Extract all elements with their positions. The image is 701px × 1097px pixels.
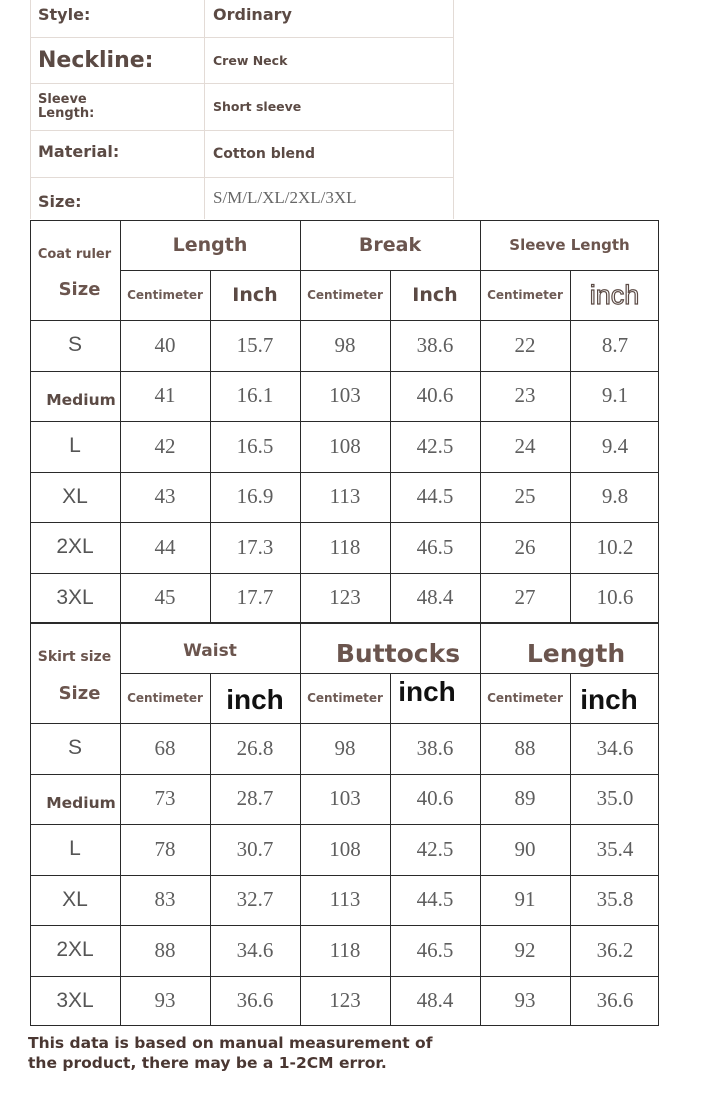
size-label: 3XL — [56, 988, 94, 1012]
group-header-waist: Waist — [183, 641, 237, 661]
measurement-cell: 23 — [514, 383, 536, 408]
measurement-cell: 43 — [154, 484, 176, 509]
measurement-cell: 17.3 — [236, 534, 274, 559]
unit-centimeter: Centimeter — [487, 691, 563, 705]
unit-centimeter: Centimeter — [127, 691, 203, 705]
grid-line-horizontal — [30, 623, 659, 624]
measurement-cell: 44 — [154, 534, 176, 559]
measurement-cell: 93 — [154, 988, 176, 1013]
unit-centimeter: Centimeter — [307, 691, 383, 705]
measurement-cell: 68 — [154, 735, 176, 760]
measurement-cell: 118 — [329, 937, 361, 962]
measurement-cell: 123 — [329, 585, 361, 610]
size-label: Medium — [46, 390, 116, 409]
measurement-cell: 89 — [514, 786, 536, 811]
measurement-cell: 32.7 — [236, 887, 274, 912]
measurement-cell: 10.2 — [596, 534, 634, 559]
corner-size-label: Size — [58, 682, 101, 704]
measurement-cell: 34.6 — [236, 937, 274, 962]
unit-centimeter: Centimeter — [127, 288, 203, 302]
size-label: 2XL — [56, 535, 94, 559]
measurement-cell: 103 — [329, 786, 361, 811]
attr-row-style — [30, 0, 454, 38]
measurement-cell: 118 — [329, 534, 361, 559]
measurement-cell: 42.5 — [416, 836, 454, 861]
measurement-cell: 46.5 — [416, 937, 454, 962]
measurement-cell: 22 — [514, 332, 536, 357]
measurement-cell: 26 — [514, 534, 536, 559]
attr-row-size — [30, 178, 454, 222]
measurement-cell: 8.7 — [601, 332, 629, 357]
measurement-cell: 35.4 — [596, 836, 634, 861]
measurement-cell: 88 — [154, 937, 176, 962]
measurement-cell: 98 — [334, 735, 356, 760]
measurement-cell: 78 — [154, 836, 176, 861]
measurement-cell: 36.6 — [236, 988, 274, 1013]
group-header-length: Length — [526, 638, 626, 668]
measurement-cell: 40 — [154, 332, 176, 357]
attr-key: Material: — [38, 142, 120, 161]
measurement-cell: 48.4 — [416, 988, 454, 1013]
group-header-break: Break — [358, 234, 422, 256]
measurement-cell: 17.7 — [236, 585, 274, 610]
attr-row-material — [30, 131, 454, 178]
unit-inch: inch — [226, 684, 284, 715]
unit-centimeter: Centimeter — [307, 288, 383, 302]
measurement-cell: 88 — [514, 735, 536, 760]
measurement-cell: 15.7 — [236, 332, 274, 357]
measurement-cell: 9.4 — [601, 433, 629, 458]
measurement-cell: 123 — [329, 988, 361, 1013]
coat-size-table — [30, 220, 659, 623]
size-label: XL — [62, 484, 88, 508]
size-label: S — [67, 736, 82, 760]
measurement-cell: 91 — [514, 887, 536, 912]
measurement-cell: 16.1 — [236, 383, 274, 408]
product-attributes — [30, 0, 454, 222]
measurement-cell: 25 — [514, 484, 536, 509]
group-header-buttocks: Buttocks — [335, 638, 461, 668]
measurement-cell: 10.6 — [596, 585, 634, 610]
measurement-cell: 113 — [329, 887, 361, 912]
measurement-cell: 30.7 — [236, 836, 274, 861]
size-label: L — [69, 434, 81, 458]
size-label: S — [67, 333, 82, 357]
group-header-sleeve-length: Sleeve Length — [509, 236, 630, 254]
note-line: This data is based on manual measurement of — [28, 1034, 433, 1052]
measurement-cell: 98 — [334, 332, 356, 357]
corner-size-label: Size — [58, 278, 101, 300]
skirt-size-table — [30, 623, 659, 1026]
measurement-cell: 36.2 — [596, 937, 634, 962]
measurement-cell: 35.8 — [596, 887, 634, 912]
grid-line-horizontal — [30, 220, 659, 221]
attr-key: Neckline: — [38, 48, 154, 73]
measurement-cell: 40.6 — [416, 786, 454, 811]
attr-value: Crew Neck — [213, 53, 288, 68]
measurement-cell: 40.6 — [416, 383, 454, 408]
measurement-cell: 42 — [154, 433, 176, 458]
attr-value: Cotton blend — [213, 146, 316, 162]
attr-key: Style: — [38, 5, 91, 24]
measurement-cell: 36.6 — [596, 988, 634, 1013]
attr-value: Ordinary — [213, 5, 292, 24]
size-label: L — [69, 837, 81, 861]
measurement-cell: 34.6 — [596, 735, 634, 760]
size-label: Medium — [46, 793, 116, 812]
measurement-cell: 27 — [514, 585, 536, 610]
measurement-cell: 73 — [154, 786, 176, 811]
unit-inch: Inch — [412, 284, 458, 306]
corner-label: Skirt size — [37, 649, 112, 665]
measurement-cell: 93 — [514, 988, 536, 1013]
attr-row-sleeve — [30, 84, 454, 131]
attr-key: Size: — [38, 192, 82, 211]
measurement-cell: 108 — [329, 433, 361, 458]
measurement-cell: 44.5 — [416, 484, 454, 509]
measurement-cell: 38.6 — [416, 332, 454, 357]
measurement-cell: 92 — [514, 937, 536, 962]
measurement-cell: 46.5 — [416, 534, 454, 559]
measurement-cell: 38.6 — [416, 735, 454, 760]
group-header-length: Length — [172, 234, 248, 256]
unit-centimeter: Centimeter — [487, 288, 563, 302]
attr-key: Sleeve Length: — [38, 92, 95, 121]
measurement-cell: 9.1 — [601, 383, 629, 408]
measurement-cell: 16.5 — [236, 433, 274, 458]
measurement-cell: 16.9 — [236, 484, 274, 509]
measurement-cell: 83 — [154, 887, 176, 912]
measurement-cell: 44.5 — [416, 887, 454, 912]
measurement-cell: 108 — [329, 836, 361, 861]
measurement-cell: 42.5 — [416, 433, 454, 458]
measurement-cell: 28.7 — [236, 786, 274, 811]
measurement-note — [28, 1033, 432, 1073]
unit-inch: inch — [580, 684, 638, 715]
unit-inch: Inch — [232, 284, 278, 306]
size-label: 2XL — [56, 938, 94, 962]
unit-inch: inch — [398, 676, 456, 707]
attr-row-neckline — [30, 38, 454, 84]
measurement-cell: 24 — [514, 433, 536, 458]
measurement-cell: 48.4 — [416, 585, 454, 610]
note-line: the product, there may be a 1-2CM error. — [28, 1054, 387, 1072]
measurement-cell: 45 — [154, 585, 176, 610]
size-label: 3XL — [56, 585, 94, 609]
unit-inch: inch — [589, 279, 640, 310]
measurement-cell: 103 — [329, 383, 361, 408]
measurement-cell: 41 — [154, 383, 176, 408]
size-label: XL — [62, 887, 88, 911]
attr-value: S/M/L/XL/2XL/3XL — [213, 188, 357, 207]
measurement-cell: 90 — [514, 836, 536, 861]
measurement-cell: 26.8 — [236, 735, 274, 760]
corner-label: Coat ruler — [37, 246, 112, 262]
attr-value: Short sleeve — [213, 99, 302, 114]
measurement-cell: 9.8 — [601, 484, 629, 509]
measurement-cell: 35.0 — [596, 786, 634, 811]
measurement-cell: 113 — [329, 484, 361, 509]
